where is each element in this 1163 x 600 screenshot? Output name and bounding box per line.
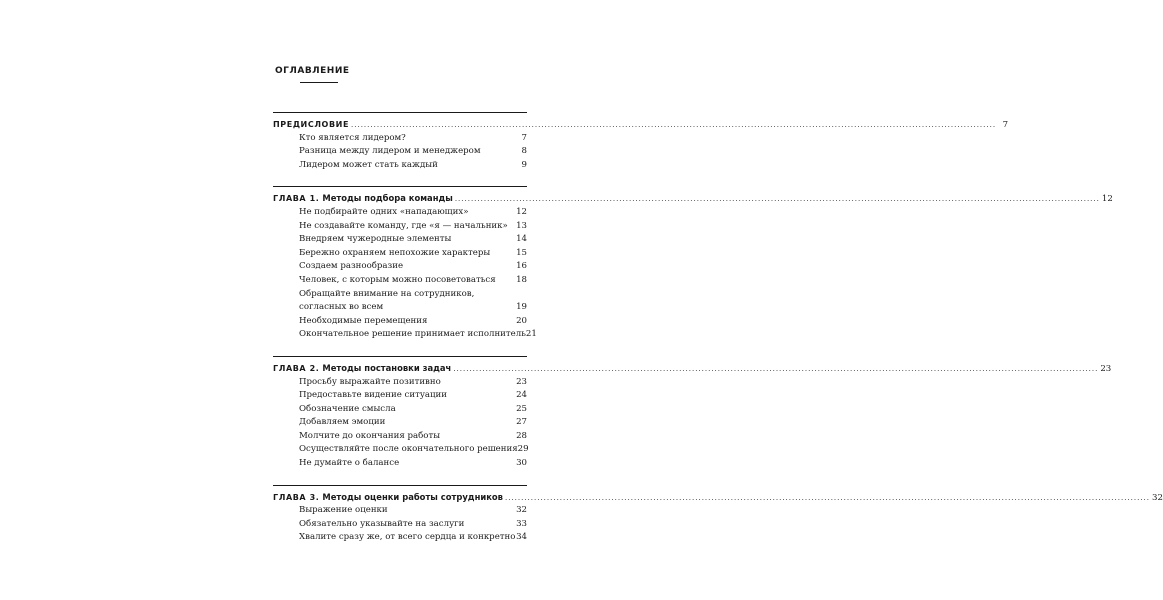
entry-label: Создаем разнообразие — [299, 261, 404, 272]
entry-label: Необходимые перемещения — [299, 315, 428, 326]
toc-section — [273, 356, 1112, 471]
toc-entry[interactable] — [273, 247, 527, 261]
toc-title: ОГЛАВЛЕНИЕ — [275, 66, 350, 76]
title-underline — [300, 82, 338, 83]
page-number: 33 — [516, 518, 527, 529]
toc-entry[interactable] — [273, 504, 527, 518]
dot-leader: ........................................................................................................................................................................................................ — [453, 364, 1099, 373]
section-tag: ГЛАВА 2. — [273, 363, 320, 373]
entry-label: Хвалите сразу же, от всего сердца и конкретно — [299, 532, 516, 543]
section-tag: ГЛАВА 3. — [273, 492, 320, 502]
page-number: 19 — [516, 302, 527, 313]
toc-entry[interactable] — [273, 206, 527, 220]
toc-entry[interactable] — [273, 518, 527, 532]
toc-entry[interactable] — [273, 233, 527, 247]
entry-label: согласных во всем — [299, 302, 384, 313]
page-number: 14 — [516, 234, 527, 245]
toc-entry[interactable] — [273, 288, 527, 302]
page-number: 7 — [521, 132, 527, 143]
section-name: Методы постановки задач — [322, 362, 452, 373]
entry-label: Окончательное решение принимает исполнитель — [299, 329, 526, 340]
page-number: 15 — [516, 247, 527, 258]
toc-entry[interactable] — [273, 531, 527, 545]
section-tag: ГЛАВА 1. — [273, 194, 320, 204]
entry-label: Разница между лидером и менеджером — [299, 146, 481, 157]
page-number: 27 — [516, 417, 527, 428]
dot-leader: ........................................................................................................................................................................................................ — [454, 195, 1100, 204]
toc-entry[interactable] — [273, 132, 527, 146]
section-title — [273, 192, 453, 207]
entry-label: Бережно охраняем непохожие характеры — [299, 247, 491, 258]
page-number: 23 — [516, 376, 527, 387]
toc-entry[interactable] — [273, 328, 537, 342]
entry-label: Не подбирайте одних «нападающих» — [299, 206, 469, 217]
entry-label: Лидером может стать каждый — [299, 159, 438, 170]
toc-entry[interactable] — [273, 443, 527, 457]
section-name: Методы оценки работы сотрудников — [322, 491, 503, 502]
entry-label: Не думайте о балансе — [299, 458, 400, 469]
entry-label: Молчите до окончания работы — [299, 430, 441, 441]
page-number: 9 — [521, 159, 527, 170]
section-heading[interactable] — [273, 192, 1113, 206]
page-number: 29 — [517, 444, 529, 455]
toc-entry[interactable] — [273, 457, 527, 471]
toc-section — [273, 186, 1113, 342]
page-number: 23 — [1100, 363, 1112, 374]
toc-entry[interactable] — [273, 376, 527, 390]
page-number: 12 — [516, 206, 527, 217]
dot-leader: ........................................................................................................................................................................................................ — [504, 493, 1150, 502]
section-title — [273, 118, 349, 133]
page-number: 7 — [1002, 120, 1009, 130]
entry-label: Не создавайте команду, где «я — начальник» — [299, 220, 508, 231]
page-number: 30 — [516, 458, 527, 469]
toc-section — [273, 112, 1009, 172]
entry-label: Осуществляйте после окончательного решения — [299, 444, 518, 455]
page-number: 24 — [516, 390, 527, 401]
entry-label: Добавляем эмоции — [299, 417, 386, 428]
toc-entry[interactable] — [273, 274, 527, 288]
toc-entry[interactable] — [273, 220, 527, 234]
page-number: 34 — [516, 532, 527, 543]
page-number: 28 — [516, 430, 527, 441]
page-number: 18 — [516, 274, 527, 285]
section-title — [273, 491, 503, 506]
page-number: 12 — [1101, 194, 1113, 205]
toc-entry[interactable] — [273, 389, 527, 403]
page-number: 16 — [516, 261, 527, 272]
toc-entry[interactable] — [273, 315, 527, 329]
toc-section — [273, 485, 1163, 545]
entry-label: Обращайте внимание на сотрудников, — [299, 288, 475, 299]
page-number: 20 — [516, 315, 527, 326]
entry-label: Человек, с которым можно посоветоваться — [299, 274, 496, 285]
toc-entry[interactable] — [273, 403, 527, 417]
toc-entry[interactable] — [273, 145, 527, 159]
table-of-contents — [273, 112, 1163, 559]
section-title — [273, 362, 451, 377]
dot-leader: ........................................................................................................................................................................................................ — [351, 121, 997, 129]
entry-label: Обозначение смысла — [299, 403, 396, 414]
entry-label: Выражение оценки — [299, 505, 388, 516]
section-heading[interactable] — [273, 118, 1009, 132]
section-heading[interactable] — [273, 362, 1112, 376]
entry-label: Кто является лидером? — [299, 132, 406, 143]
entry-label: Предоставьте видение ситуации — [299, 390, 447, 401]
entry-label: Внедряем чужеродные элементы — [299, 234, 452, 245]
entry-label: Обязательно указывайте на заслуги — [299, 518, 465, 529]
page-number: 32 — [516, 505, 527, 516]
page-number: 25 — [516, 403, 527, 414]
entry-label: Просьбу выражайте позитивно — [299, 376, 441, 387]
toc-entry[interactable] — [273, 159, 527, 173]
page-number: 21 — [525, 329, 537, 340]
toc-entry[interactable] — [273, 260, 527, 274]
toc-entry[interactable] — [273, 430, 527, 444]
page-number: 13 — [516, 220, 527, 231]
section-tag: ПРЕДИСЛОВИЕ — [273, 120, 350, 129]
page-number: 8 — [521, 146, 527, 157]
toc-entry[interactable] — [273, 416, 527, 430]
section-heading[interactable] — [273, 491, 1163, 505]
toc-entry[interactable] — [273, 301, 527, 315]
section-name: Методы подбора команды — [322, 193, 453, 204]
page-number: 32 — [1152, 492, 1163, 503]
